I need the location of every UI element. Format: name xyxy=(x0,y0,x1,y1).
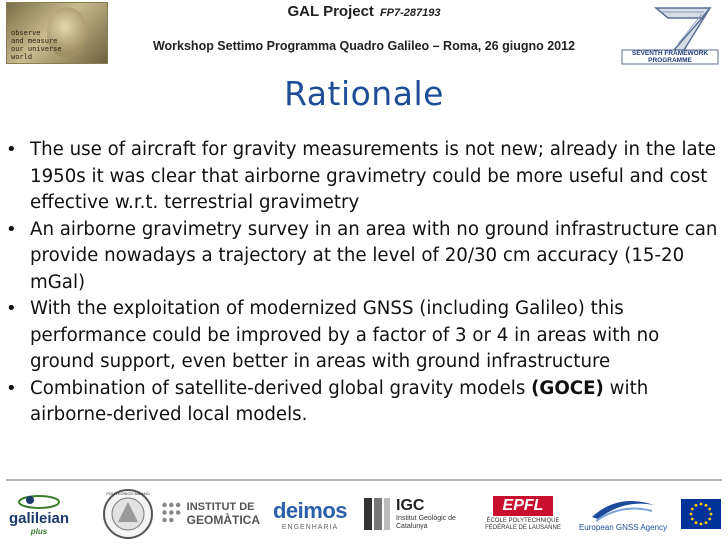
epfl-name: EPFL xyxy=(493,496,554,516)
galileian-logo xyxy=(8,489,70,539)
bullet-item xyxy=(6,376,722,429)
geomatica-line-1: INSTITUT DE xyxy=(186,501,255,513)
eu-flag-icon xyxy=(681,499,721,529)
gsa-logo xyxy=(576,489,670,539)
bullet-text-bold: (GOCE) xyxy=(531,377,604,399)
bullet-text: With the exploitation of modernized GNSS (including Galileo) this performance could be improved by a factor of 3 or 4 in areas with no ground support, even better in areas with ground infrastructure xyxy=(30,298,660,372)
slide-title: Rationale xyxy=(284,74,444,113)
igc-sub: Institut Geològic de Catalunya xyxy=(396,515,456,530)
politecnico-seal-icon xyxy=(102,489,154,539)
bullet-dot-icon: • xyxy=(6,218,17,240)
deimos-name: deimos xyxy=(272,497,348,523)
bullet-text: The use of aircraft for gravity measurements is not new; already in the late 1950s it was clear that airborne gravimetry could be more useful and cost effective w.r.t. terrestrial gravimetry xyxy=(30,139,716,213)
fp7-logo xyxy=(618,4,722,66)
institut-geomatica-logo xyxy=(160,489,260,539)
bullet-text-pre: Combination of satellite-derived global gravity models xyxy=(30,377,532,399)
politecnico-logo xyxy=(100,489,156,539)
bullet-text-post: with airborne-derived local models. xyxy=(30,377,649,425)
bullet-dot-icon: • xyxy=(6,377,17,399)
eu-flag-logo xyxy=(680,489,722,539)
bullet-dot-icon: • xyxy=(6,139,17,160)
slide-header xyxy=(0,0,728,72)
deimos-logo xyxy=(270,489,350,539)
igc-stripes-icon xyxy=(362,494,392,534)
project-code: FP7-287193 xyxy=(379,7,441,19)
bullet-item xyxy=(6,217,722,297)
logo-tagline: observe and measure our universe world xyxy=(11,29,62,61)
bullet-text: An airborne gravimetry survey in an area with no ground infrastructure can provide nowadays a trajectory at the level of 20/30 cm accuracy (15-20 mGal) xyxy=(30,218,718,293)
igc-logo xyxy=(358,489,472,539)
bullet-list xyxy=(6,137,722,429)
partner-logos xyxy=(0,483,728,546)
gsa-swoosh-icon xyxy=(588,497,658,523)
gsa-name: European GNSS Agency xyxy=(578,522,668,532)
epfl-logo xyxy=(478,489,568,539)
bullet-item xyxy=(6,296,722,376)
galileian-swoosh-icon xyxy=(16,492,62,510)
deimos-sub: ENGENHARIA xyxy=(281,523,339,531)
geomatica-line-2: GEOMÀTICA xyxy=(186,513,260,527)
project-label: GAL Project xyxy=(287,3,374,20)
epfl-sub: ÉCOLE POLYTECHNIQUE FÉDÉRALE DE LAUSANNE xyxy=(485,518,561,531)
fp7-text: SEVENTH FRAMEWORK PROGRAMME xyxy=(631,50,709,64)
galileian-name: galileian xyxy=(8,510,70,527)
bullet-dot-icon: • xyxy=(6,298,17,319)
bullet-item xyxy=(6,137,722,217)
galileian-sub: plus xyxy=(30,527,48,536)
politecnico-name: POLITECNICO MILANO xyxy=(106,491,150,496)
workshop-text: Workshop Settimo Programma Quadro Galileo – Roma, 26 giugno 2012 xyxy=(152,39,576,53)
igc-name: IGC xyxy=(396,497,425,514)
geomatica-dots-icon xyxy=(160,494,183,534)
footer-divider xyxy=(6,479,722,481)
